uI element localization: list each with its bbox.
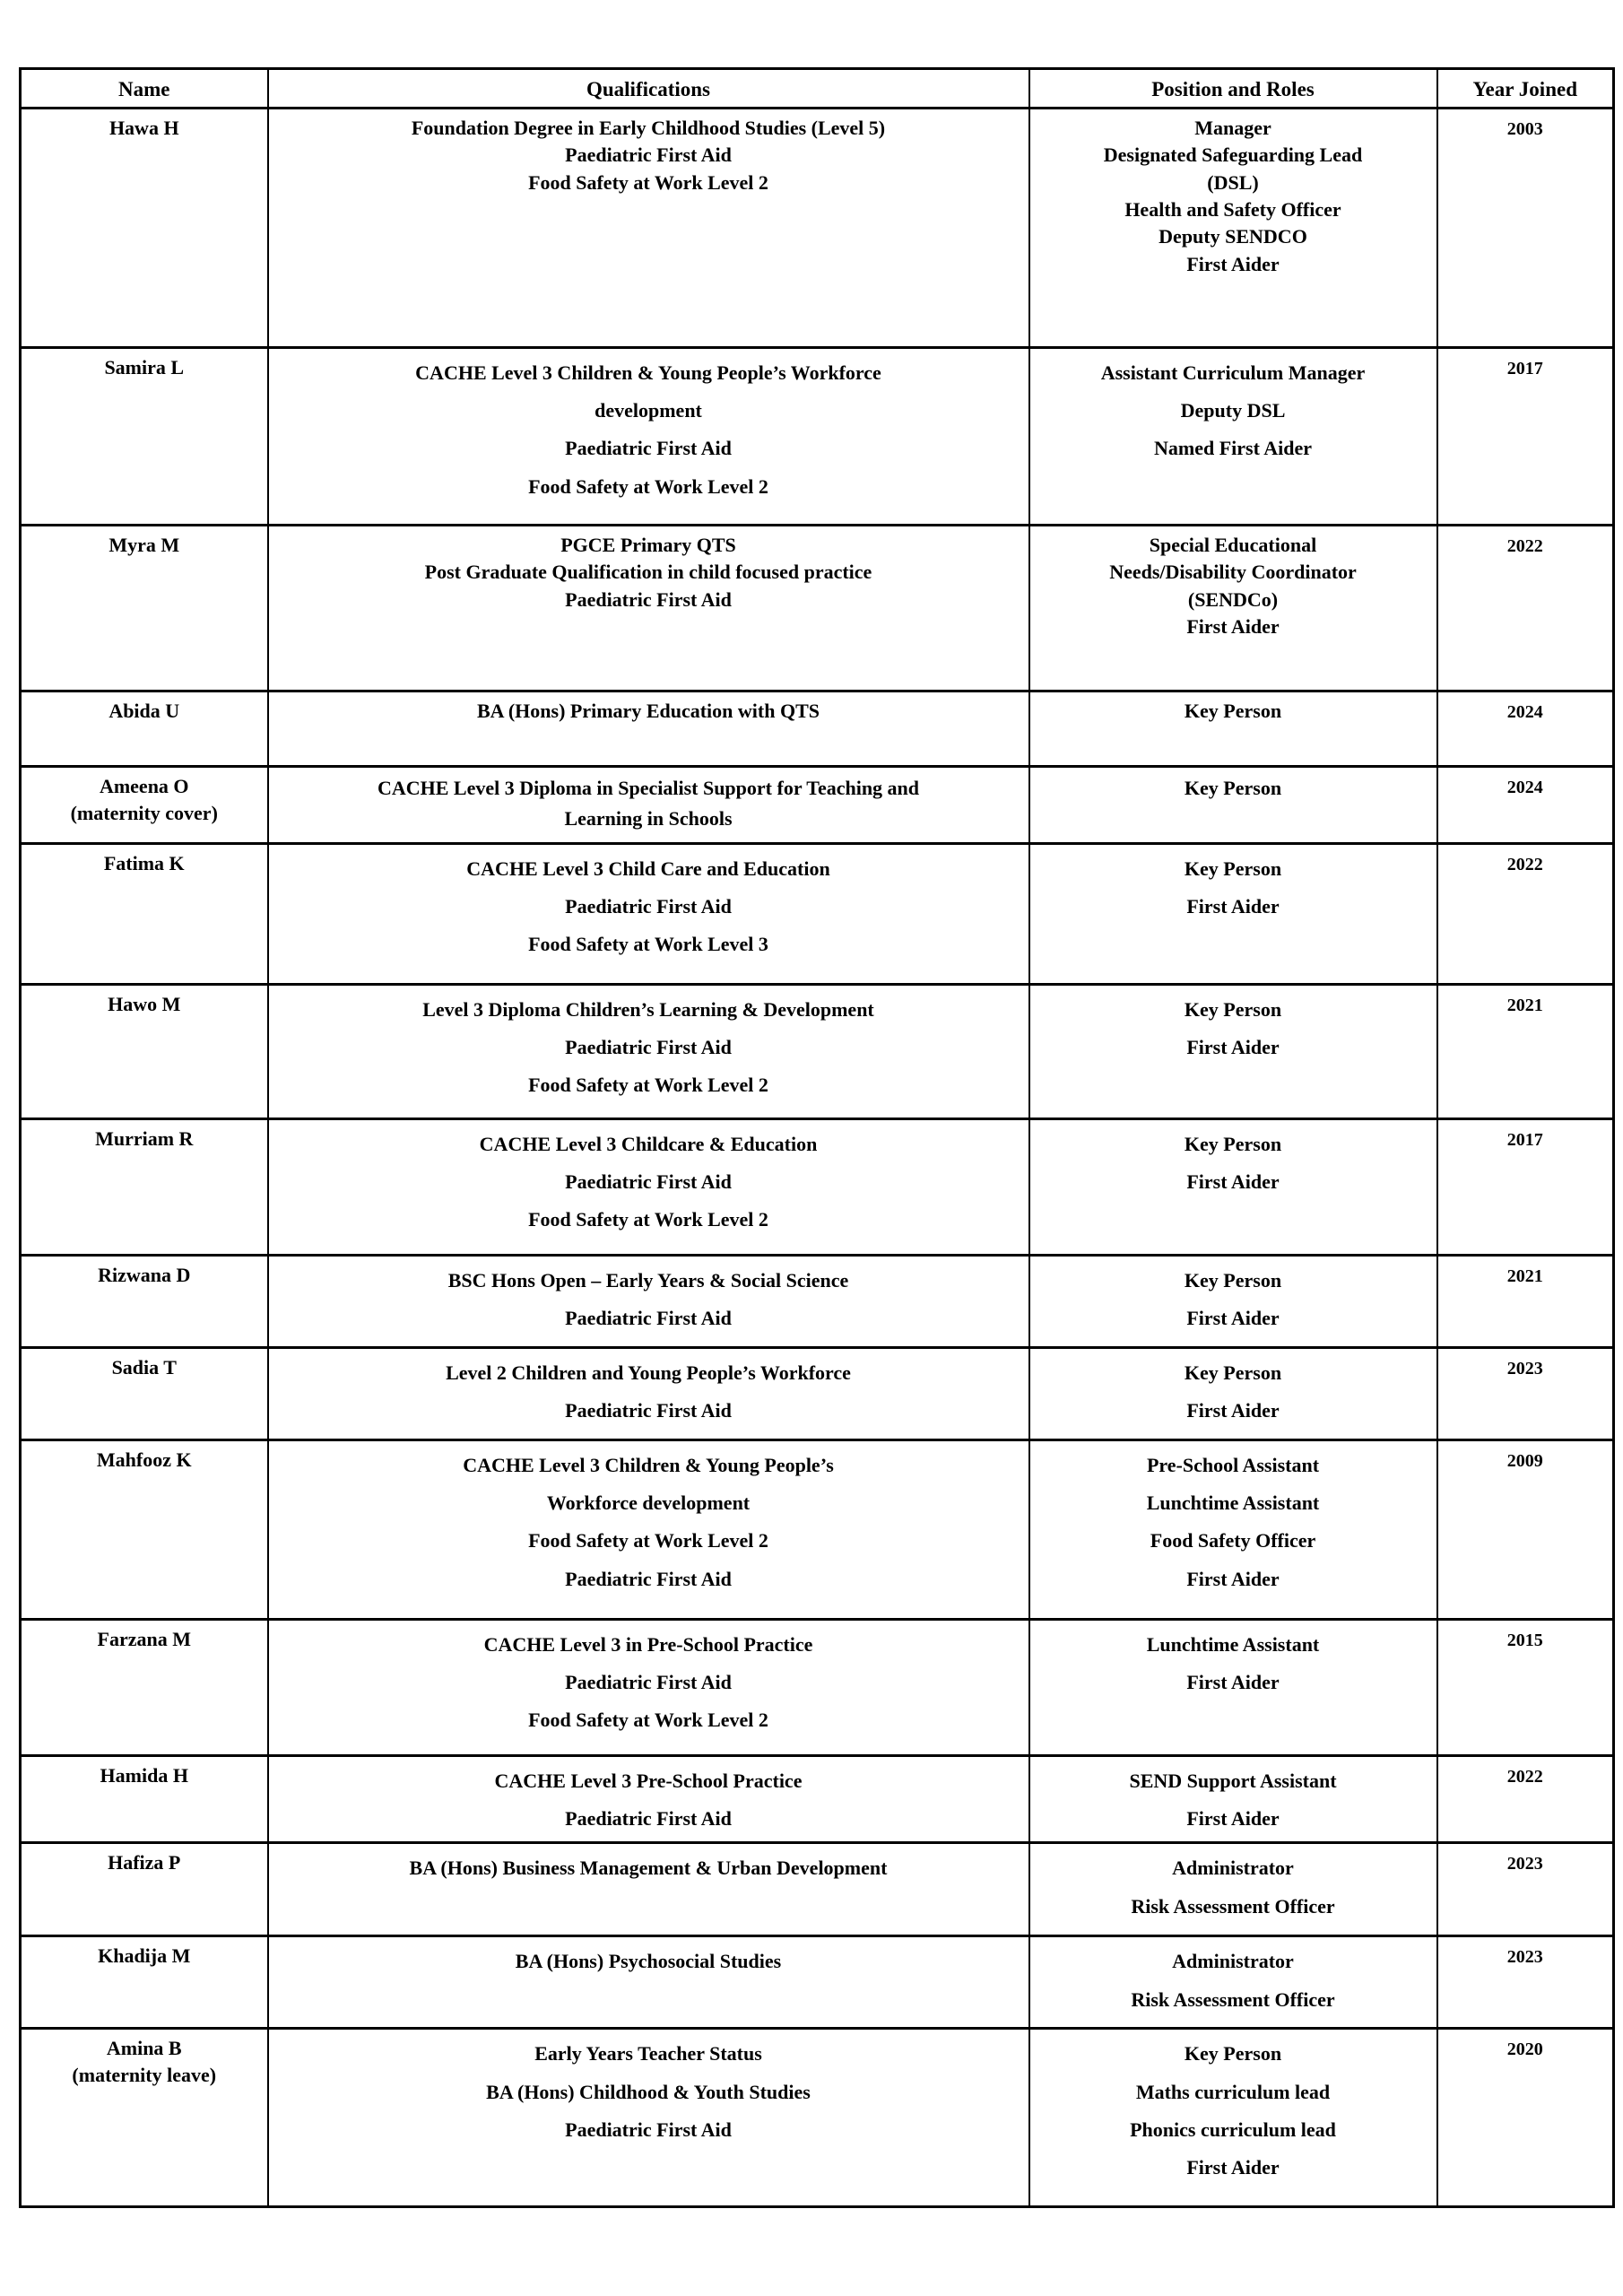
cell-line: Paediatric First Aid (565, 587, 732, 611)
year-joined-cell (1437, 1255, 1614, 1347)
cell-line: First Aider (1186, 1036, 1280, 1059)
qualifications-cell (268, 1936, 1029, 2029)
cell-line: Key Person (1184, 997, 1282, 1021)
qualifications-cell (268, 1619, 1029, 1755)
cell-line: CACHE Level 3 in Pre-School Practice (483, 1632, 813, 1656)
cell-line: Hamida H (100, 1763, 188, 1787)
position-roles-cell (1029, 766, 1437, 843)
cell-line: Sadia T (111, 1355, 177, 1378)
qualifications-cell (268, 1439, 1029, 1619)
cell-line: Hafiza P (108, 1851, 181, 1874)
year-joined-cell (1437, 1619, 1614, 1755)
cell-line: Special Educational (1149, 533, 1317, 556)
cell-line: Foundation Degree in Early Childhood Studies (Level 5) (411, 116, 886, 139)
cell-line: First Aider (1186, 895, 1280, 918)
staff-table-body (21, 108, 1614, 2206)
cell-line: Level 2 Children and Young People’s Workforce (446, 1361, 851, 1384)
column-header-year-joined: Year Joined (1437, 69, 1614, 109)
position-roles-cell (1029, 1843, 1437, 1936)
qualifications-cell (268, 1755, 1029, 1842)
cell-line: Food Safety at Work Level 2 (528, 1074, 768, 1097)
table-row (21, 984, 1614, 1118)
position-roles-cell (1029, 108, 1437, 347)
staff-name-cell (21, 1843, 268, 1936)
year-joined-cell (1437, 525, 1614, 691)
cell-line: Food Safety at Work Level 2 (528, 170, 768, 194)
cell-line: Administrator (1172, 1950, 1294, 1973)
qualifications-cell (268, 525, 1029, 691)
qualifications-cell (268, 984, 1029, 1118)
cell-line: 2009 (1506, 1450, 1543, 1471)
cell-line: Murriam R (95, 1126, 194, 1150)
position-roles-cell (1029, 1347, 1437, 1439)
position-roles-cell (1029, 525, 1437, 691)
staff-name-cell (21, 1439, 268, 1619)
position-roles-cell (1029, 1439, 1437, 1619)
year-joined-cell (1437, 766, 1614, 843)
staff-name-cell (21, 347, 268, 525)
staff-name-cell (21, 525, 268, 691)
cell-line: 2023 (1506, 1854, 1543, 1874)
cell-line: 2023 (1506, 1947, 1543, 1968)
cell-line: Food Safety Officer (1150, 1529, 1316, 1552)
qualifications-cell (268, 843, 1029, 984)
position-roles-cell (1029, 843, 1437, 984)
cell-line: CACHE Level 3 Children & Young People’s Workforce (415, 361, 881, 384)
cell-line: Paediatric First Aid (565, 144, 732, 167)
staff-qualifications-table (19, 67, 1615, 2208)
cell-line: First Aider (1186, 1807, 1280, 1831)
cell-line: Food Safety at Work Level 2 (528, 1529, 768, 1552)
position-roles-cell (1029, 1936, 1437, 2029)
cell-line: SEND Support Assistant (1129, 1769, 1337, 1792)
header-row (21, 69, 1614, 109)
table-row (21, 843, 1614, 984)
cell-line: Manager (1194, 116, 1271, 139)
position-roles-cell (1029, 1118, 1437, 1255)
staff-name-cell (21, 1936, 268, 2029)
cell-line: Food Safety at Work Level 2 (528, 1709, 768, 1732)
cell-line: CACHE Level 3 Childcare & Education (479, 1132, 818, 1155)
cell-line: First Aider (1186, 1671, 1280, 1694)
cell-line: BA (Hons) Childhood & Youth Studies (486, 2080, 811, 2103)
cell-line: 2024 (1506, 701, 1543, 722)
year-joined-cell (1437, 1118, 1614, 1255)
cell-line: Phonics curriculum lead (1130, 2118, 1336, 2141)
year-joined-cell (1437, 1439, 1614, 1619)
cell-line: Hawa H (108, 116, 179, 139)
cell-line: Paediatric First Aid (565, 1170, 732, 1194)
staff-name-cell (21, 1347, 268, 1439)
cell-line: (maternity leave) (72, 2064, 217, 2087)
table-row (21, 347, 1614, 525)
table-row (21, 1843, 1614, 1936)
cell-line: 2022 (1506, 854, 1543, 874)
cell-line: Assistant Curriculum Manager (1100, 361, 1366, 384)
cell-line: Designated Safeguarding Lead (1103, 144, 1363, 167)
table-row (21, 691, 1614, 766)
position-roles-cell (1029, 1255, 1437, 1347)
cell-line: Paediatric First Aid (565, 1567, 732, 1590)
position-roles-cell (1029, 347, 1437, 525)
year-joined-cell (1437, 2029, 1614, 2207)
table-row (21, 1755, 1614, 1842)
year-joined-cell (1437, 843, 1614, 984)
cell-line: 2023 (1506, 1358, 1543, 1378)
cell-line: Pre-School Assistant (1146, 1453, 1320, 1476)
staff-name-cell (21, 691, 268, 766)
year-joined-cell (1437, 691, 1614, 766)
year-joined-cell (1437, 984, 1614, 1118)
table-row (21, 1255, 1614, 1347)
qualifications-cell (268, 691, 1029, 766)
staff-name-cell (21, 843, 268, 984)
cell-line: Paediatric First Aid (565, 437, 732, 460)
cell-line: 2017 (1506, 1129, 1543, 1150)
cell-line: Risk Assessment Officer (1131, 1894, 1335, 1918)
table-row (21, 525, 1614, 691)
position-roles-cell (1029, 691, 1437, 766)
cell-line: Workforce development (546, 1492, 751, 1515)
cell-line: Mahfooz K (96, 1448, 192, 1471)
cell-line: Amina B (106, 2037, 182, 2060)
table-row (21, 108, 1614, 347)
cell-line: Paediatric First Aid (565, 2118, 732, 2141)
qualifications-cell (268, 766, 1029, 843)
cell-line: BA (Hons) Business Management & Urban Development (409, 1857, 888, 1880)
cell-line: Lunchtime Assistant (1146, 1632, 1320, 1656)
qualifications-cell (268, 1255, 1029, 1347)
cell-line: Post Graduate Qualification in child focused practice (424, 561, 872, 584)
cell-line: Health and Safety Officer (1124, 197, 1341, 221)
cell-line: Abida U (108, 699, 180, 722)
cell-line: BA (Hons) Psychosocial Studies (515, 1950, 782, 1973)
year-joined-cell (1437, 1843, 1614, 1936)
cell-line: Paediatric First Aid (565, 1307, 732, 1330)
cell-line: CACHE Level 3 Child Care and Education (466, 857, 830, 880)
cell-line: 2020 (1506, 2039, 1543, 2060)
qualifications-cell (268, 1347, 1029, 1439)
cell-line: Paediatric First Aid (565, 1807, 732, 1831)
table-header (21, 69, 1614, 109)
staff-name-cell (21, 1255, 268, 1347)
cell-line: Named First Aider (1154, 437, 1312, 460)
cell-line: First Aider (1186, 2156, 1280, 2179)
cell-line: CACHE Level 3 Pre-School Practice (494, 1769, 803, 1792)
year-joined-cell (1437, 108, 1614, 347)
cell-line: First Aider (1186, 614, 1280, 638)
cell-line: BA (Hons) Primary Education with QTS (477, 699, 820, 722)
cell-line: First Aider (1186, 1307, 1280, 1330)
year-joined-cell (1437, 1755, 1614, 1842)
cell-line: Food Safety at Work Level 3 (528, 933, 768, 956)
cell-line: (DSL) (1207, 170, 1259, 194)
qualifications-cell (268, 1118, 1029, 1255)
cell-line: Early Years Teacher Status (534, 2042, 762, 2066)
staff-name-cell (21, 1118, 268, 1255)
cell-line: Key Person (1184, 776, 1282, 799)
qualifications-cell (268, 2029, 1029, 2207)
cell-line: CACHE Level 3 Diploma in Specialist Support for Teaching and (377, 776, 920, 799)
cell-line: Key Person (1184, 857, 1282, 880)
staff-name-cell (21, 984, 268, 1118)
cell-line: Level 3 Diploma Children’s Learning & Development (422, 997, 874, 1021)
qualifications-cell (268, 347, 1029, 525)
year-joined-cell (1437, 1347, 1614, 1439)
cell-line: Khadija M (98, 1944, 191, 1968)
cell-line: 2021 (1506, 995, 1543, 1015)
cell-line: First Aider (1186, 1170, 1280, 1194)
cell-line: Learning in Schools (564, 806, 733, 830)
cell-line: Fatima K (103, 851, 185, 874)
cell-line: First Aider (1186, 1399, 1280, 1422)
cell-line: Deputy DSL (1180, 399, 1286, 422)
cell-line: First Aider (1186, 252, 1280, 275)
cell-line: Key Person (1184, 2042, 1282, 2066)
cell-line: Key Person (1184, 1361, 1282, 1384)
table-row (21, 1118, 1614, 1255)
cell-line: Deputy SENDCO (1159, 225, 1307, 248)
table-row (21, 1347, 1614, 1439)
cell-line: development (595, 399, 702, 422)
qualifications-cell (268, 108, 1029, 347)
table-row (21, 1619, 1614, 1755)
qualifications-cell (268, 1843, 1029, 1936)
table-row (21, 1439, 1614, 1619)
cell-line: PGCE Primary QTS (560, 533, 736, 556)
cell-line: 2024 (1506, 777, 1543, 797)
cell-line: Needs/Disability Coordinator (1109, 561, 1357, 584)
position-roles-cell (1029, 1619, 1437, 1755)
cell-line: Key Person (1184, 1268, 1282, 1292)
column-header-position-roles: Position and Roles (1029, 69, 1437, 109)
staff-name-cell (21, 766, 268, 843)
cell-line: First Aider (1186, 1567, 1280, 1590)
position-roles-cell (1029, 1755, 1437, 1842)
column-header-name: Name (21, 69, 268, 109)
cell-line: 2021 (1506, 1265, 1543, 1286)
staff-name-cell (21, 1755, 268, 1842)
cell-line: Hawo M (108, 992, 181, 1015)
cell-line: BSC Hons Open – Early Years & Social Science (447, 1268, 849, 1292)
cell-line: Rizwana D (98, 1263, 191, 1286)
cell-line: 2022 (1506, 1766, 1543, 1787)
cell-line: Risk Assessment Officer (1131, 1987, 1335, 2011)
cell-line: Paediatric First Aid (565, 1671, 732, 1694)
cell-line: Key Person (1184, 1132, 1282, 1155)
cell-line: Ameena O (99, 774, 189, 797)
cell-line: Samira L (104, 355, 185, 378)
cell-line: Administrator (1172, 1857, 1294, 1880)
cell-line: (maternity cover) (70, 801, 218, 824)
cell-line: Lunchtime Assistant (1146, 1492, 1320, 1515)
staff-name-cell (21, 2029, 268, 2207)
cell-line: Food Safety at Work Level 2 (528, 1208, 768, 1231)
table-row (21, 2029, 1614, 2207)
cell-line: CACHE Level 3 Children & Young People’s (463, 1453, 834, 1476)
cell-line: 2003 (1506, 118, 1543, 139)
year-joined-cell (1437, 347, 1614, 525)
cell-line: 2017 (1506, 358, 1543, 378)
cell-line: Maths curriculum lead (1135, 2080, 1331, 2103)
table-row (21, 766, 1614, 843)
cell-line: 2022 (1506, 535, 1543, 556)
year-joined-cell (1437, 1936, 1614, 2029)
cell-line: Paediatric First Aid (565, 1036, 732, 1059)
cell-line: Paediatric First Aid (565, 895, 732, 918)
staff-name-cell (21, 1619, 268, 1755)
cell-line: (SENDCo) (1187, 587, 1279, 611)
cell-line: Myra M (108, 533, 180, 556)
column-header-qualifications: Qualifications (268, 69, 1029, 109)
staff-name-cell (21, 108, 268, 347)
cell-line: Paediatric First Aid (565, 1399, 732, 1422)
cell-line: Food Safety at Work Level 2 (528, 474, 768, 498)
cell-line: Key Person (1184, 699, 1282, 722)
table-row (21, 1936, 1614, 2029)
position-roles-cell (1029, 984, 1437, 1118)
position-roles-cell (1029, 2029, 1437, 2207)
cell-line: Farzana M (97, 1627, 191, 1650)
cell-line: 2015 (1506, 1630, 1543, 1650)
